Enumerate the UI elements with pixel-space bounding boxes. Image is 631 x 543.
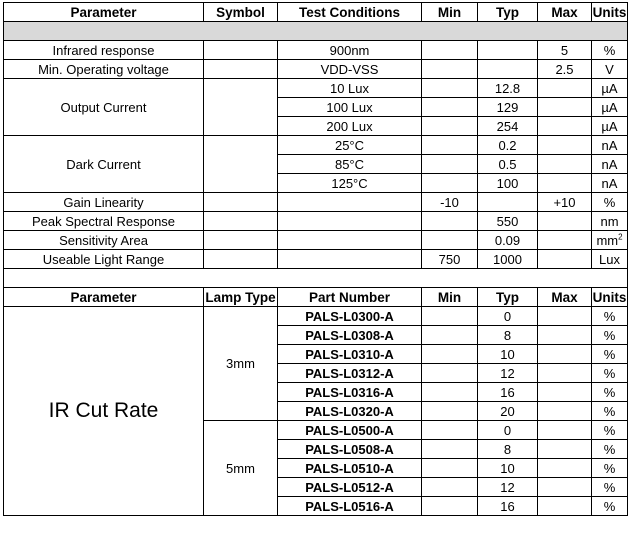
unit-cell: V xyxy=(592,60,628,79)
lamp-type-cell: 3mm xyxy=(204,307,278,421)
typ-cell: 0 xyxy=(478,307,538,326)
max-cell xyxy=(538,364,592,383)
unit-cell: % xyxy=(592,402,628,421)
typ-cell: 129 xyxy=(478,98,538,117)
unit-cell: % xyxy=(592,459,628,478)
max-cell xyxy=(538,307,592,326)
max-cell: +10 xyxy=(538,193,592,212)
min-cell xyxy=(422,402,478,421)
unit-cell: % xyxy=(592,421,628,440)
spacer-cell xyxy=(4,269,628,288)
max-cell xyxy=(538,478,592,497)
max-cell xyxy=(538,155,592,174)
col-header-typ: Typ xyxy=(478,288,538,307)
part-number-cell: PALS-L0312-A xyxy=(278,364,422,383)
min-cell xyxy=(422,98,478,117)
typ-cell: 1000 xyxy=(478,250,538,269)
param-cell: Dark Current xyxy=(4,136,204,193)
typ-cell: 0.09 xyxy=(478,231,538,250)
min-cell xyxy=(422,307,478,326)
spacer-row xyxy=(4,269,628,288)
max-cell xyxy=(538,421,592,440)
typ-cell: 10 xyxy=(478,345,538,364)
col-header-lamp-type: Lamp Type xyxy=(205,289,276,305)
unit-cell: nA xyxy=(592,155,628,174)
max-cell xyxy=(538,136,592,155)
table-row xyxy=(4,193,628,212)
min-cell xyxy=(422,155,478,174)
typ-cell: 12 xyxy=(478,364,538,383)
typ-cell xyxy=(478,41,538,60)
col-header-min: Min xyxy=(422,288,478,307)
param-cell: Output Current xyxy=(4,79,204,136)
max-cell: 5 xyxy=(538,41,592,60)
unit-cell: µA xyxy=(592,79,628,98)
condition-cell: 10 Lux xyxy=(278,79,422,98)
symbol-cell xyxy=(204,136,278,193)
max-cell xyxy=(538,250,592,269)
min-cell xyxy=(422,41,478,60)
condition-cell: 900nm xyxy=(278,41,422,60)
unit-cell xyxy=(592,231,628,250)
typ-cell: 0.5 xyxy=(478,155,538,174)
col-header-test-conditions: Test Conditions xyxy=(278,3,422,22)
min-cell xyxy=(422,231,478,250)
typ-cell: 12.8 xyxy=(478,79,538,98)
part-number-cell: PALS-L0510-A xyxy=(278,459,422,478)
col-header-units: Units xyxy=(592,289,627,305)
min-cell: 750 xyxy=(422,250,478,269)
col-header-max: Max xyxy=(538,3,592,22)
unit-cell: µA xyxy=(592,117,628,136)
typ-cell: 8 xyxy=(478,326,538,345)
col-header-typ: Typ xyxy=(478,3,538,22)
max-cell xyxy=(538,459,592,478)
condition-cell: 200 Lux xyxy=(278,117,422,136)
part-number-cell: PALS-L0512-A xyxy=(278,478,422,497)
symbol-cell xyxy=(204,250,278,269)
min-cell xyxy=(422,174,478,193)
symbol-cell xyxy=(204,193,278,212)
min-cell xyxy=(422,212,478,231)
col-header-min: Min xyxy=(422,3,478,22)
table-row xyxy=(4,41,628,60)
condition-cell xyxy=(278,231,422,250)
max-cell xyxy=(538,345,592,364)
param-cell: Min. Operating voltage xyxy=(4,60,204,79)
col-header-parameter: Parameter xyxy=(4,288,204,307)
table-row xyxy=(4,250,628,269)
max-cell xyxy=(538,79,592,98)
part-number-cell: PALS-L0320-A xyxy=(278,402,422,421)
unit-cell: % xyxy=(592,193,628,212)
unit-cell: % xyxy=(592,326,628,345)
typ-cell: 550 xyxy=(478,212,538,231)
unit-cell: % xyxy=(592,41,628,60)
part-number-cell: PALS-L0516-A xyxy=(278,497,422,516)
min-cell: -10 xyxy=(422,193,478,212)
max-cell xyxy=(538,174,592,193)
table-row xyxy=(4,60,628,79)
min-cell xyxy=(422,478,478,497)
header-row xyxy=(4,3,628,22)
unit-cell: nm xyxy=(592,212,628,231)
min-cell xyxy=(422,421,478,440)
min-cell xyxy=(422,136,478,155)
max-cell xyxy=(538,402,592,421)
unit-cell: % xyxy=(592,478,628,497)
condition-cell xyxy=(278,212,422,231)
typ-cell: 16 xyxy=(478,497,538,516)
table-row xyxy=(4,136,628,155)
symbol-cell xyxy=(204,41,278,60)
col-header-max: Max xyxy=(538,288,592,307)
grey-band xyxy=(4,22,628,41)
min-cell xyxy=(422,459,478,478)
unit-cell: % xyxy=(592,307,628,326)
typ-cell: 100 xyxy=(478,174,538,193)
unit-cell: % xyxy=(592,345,628,364)
param-cell: Gain Linearity xyxy=(4,193,204,212)
max-cell xyxy=(538,440,592,459)
param-cell: Peak Spectral Response xyxy=(4,212,204,231)
table-row xyxy=(4,307,628,326)
table-row xyxy=(4,231,628,250)
unit-cell: % xyxy=(592,364,628,383)
max-cell xyxy=(538,497,592,516)
part-number-cell: PALS-L0310-A xyxy=(278,345,422,364)
part-number-cell: PALS-L0308-A xyxy=(278,326,422,345)
condition-cell: 100 Lux xyxy=(278,98,422,117)
param-cell: Sensitivity Area xyxy=(4,231,204,250)
unit-superscript: 2 xyxy=(618,232,623,242)
param-cell: Infrared response xyxy=(4,41,204,60)
unit-cell: % xyxy=(592,497,628,516)
min-cell xyxy=(422,345,478,364)
condition-cell: 85°C xyxy=(278,155,422,174)
col-header-part-number: Part Number xyxy=(278,288,422,307)
unit-cell: nA xyxy=(592,174,628,193)
unit-cell: Lux xyxy=(592,250,628,269)
header-row-2 xyxy=(4,288,628,307)
part-number-cell: PALS-L0316-A xyxy=(278,383,422,402)
typ-cell: 0.2 xyxy=(478,136,538,155)
min-cell xyxy=(422,364,478,383)
symbol-cell xyxy=(204,60,278,79)
table-row xyxy=(4,79,628,98)
max-cell xyxy=(538,231,592,250)
max-cell xyxy=(538,383,592,402)
min-cell xyxy=(422,383,478,402)
max-cell xyxy=(538,117,592,136)
ir-cut-rate-label: IR Cut Rate xyxy=(4,307,204,516)
typ-cell: 20 xyxy=(478,402,538,421)
typ-cell: 0 xyxy=(478,421,538,440)
symbol-cell xyxy=(204,79,278,136)
max-cell xyxy=(538,212,592,231)
min-cell xyxy=(422,497,478,516)
condition-cell xyxy=(278,250,422,269)
max-cell xyxy=(538,98,592,117)
lamp-type-cell: 5mm xyxy=(204,421,278,516)
typ-cell xyxy=(478,193,538,212)
unit-cell: nA xyxy=(592,136,628,155)
max-cell xyxy=(538,326,592,345)
typ-cell: 254 xyxy=(478,117,538,136)
min-cell xyxy=(422,117,478,136)
condition-cell: 25°C xyxy=(278,136,422,155)
grey-band-row xyxy=(4,22,628,41)
typ-cell: 10 xyxy=(478,459,538,478)
condition-cell: 125°C xyxy=(278,174,422,193)
condition-cell: VDD-VSS xyxy=(278,60,422,79)
typ-cell xyxy=(478,60,538,79)
max-cell: 2.5 xyxy=(538,60,592,79)
col-header-parameter: Parameter xyxy=(4,3,204,22)
unit-cell: µA xyxy=(592,98,628,117)
min-cell xyxy=(422,79,478,98)
typ-cell: 8 xyxy=(478,440,538,459)
symbol-cell xyxy=(204,231,278,250)
part-number-cell: PALS-L0508-A xyxy=(278,440,422,459)
min-cell xyxy=(422,440,478,459)
spec-table xyxy=(3,2,628,516)
unit-cell: % xyxy=(592,440,628,459)
unit-cell: % xyxy=(592,383,628,402)
symbol-cell xyxy=(204,212,278,231)
unit-base: mm xyxy=(596,232,619,248)
param-cell: Useable Light Range xyxy=(4,250,204,269)
min-cell xyxy=(422,326,478,345)
col-header-units: Units xyxy=(592,4,627,20)
min-cell xyxy=(422,60,478,79)
part-number-cell: PALS-L0500-A xyxy=(278,421,422,440)
condition-cell xyxy=(278,193,422,212)
col-header-symbol: Symbol xyxy=(204,3,278,22)
typ-cell: 12 xyxy=(478,478,538,497)
table-row xyxy=(4,212,628,231)
typ-cell: 16 xyxy=(478,383,538,402)
part-number-cell: PALS-L0300-A xyxy=(278,307,422,326)
